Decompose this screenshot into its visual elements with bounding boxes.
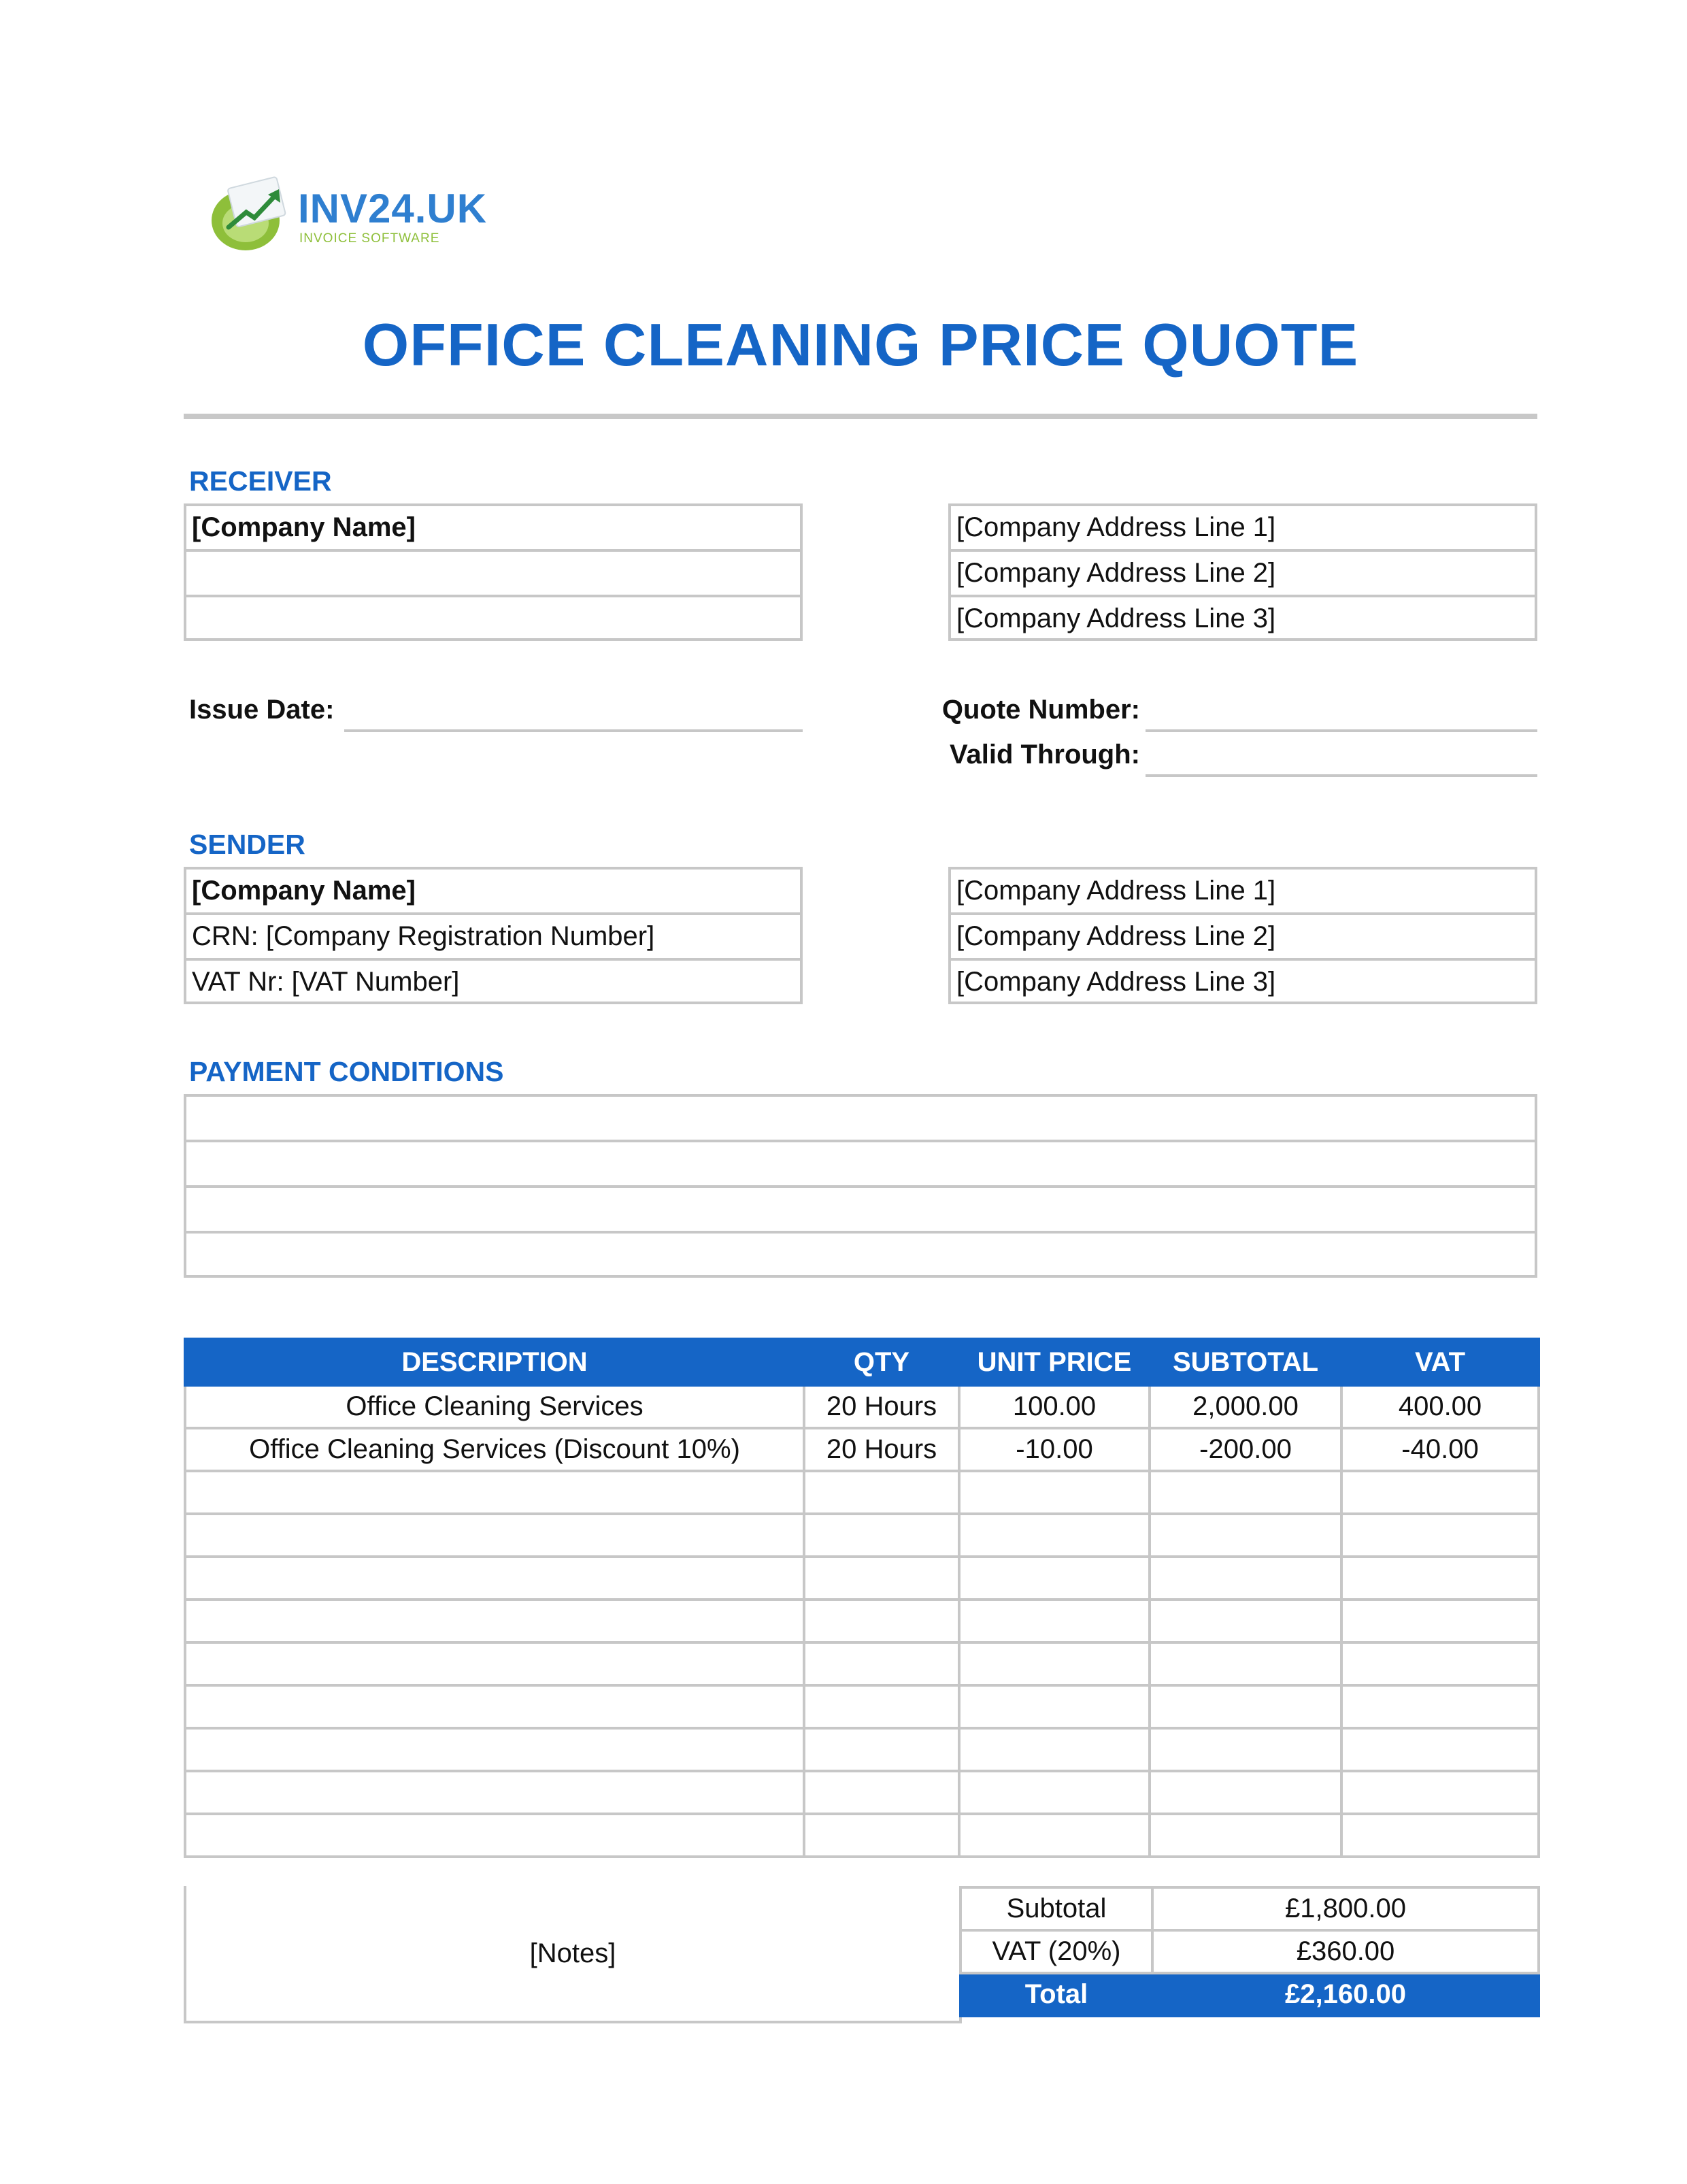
item-subtotal-cell[interactable] [1150,1557,1341,1600]
column-header-subtotal: SUBTOTAL [1150,1339,1341,1385]
item-subtotal-cell[interactable] [1150,1642,1341,1685]
table-row [185,1685,1539,1728]
item-subtotal-cell[interactable]: 2,000.00 [1150,1385,1341,1428]
receiver-address-line-2[interactable]: [Company Address Line 2] [951,549,1535,597]
valid-through-label: Valid Through: [950,740,1140,770]
item-description-cell[interactable] [185,1771,804,1814]
item-vat-cell[interactable] [1341,1642,1539,1685]
column-header-unit-price: UNIT PRICE [959,1339,1150,1385]
company-logo [208,174,488,256]
issue-date-underline [344,729,803,732]
notes-box[interactable]: [Notes] [184,1886,962,2023]
receiver-company-box [184,503,803,641]
item-vat-cell[interactable] [1341,1514,1539,1557]
subtotal-row [961,1887,1539,1930]
item-qty-cell[interactable] [804,1557,959,1600]
item-qty-cell[interactable]: 20 Hours [804,1385,959,1428]
receiver-address-line-3[interactable]: [Company Address Line 3] [951,595,1535,643]
item-vat-cell[interactable] [1341,1600,1539,1642]
item-subtotal-cell[interactable] [1150,1685,1341,1728]
payment-condition-line[interactable] [186,1231,1535,1279]
sender-vat-number[interactable]: VAT Nr: [VAT Number] [186,958,800,1006]
item-description-cell[interactable]: Office Cleaning Services [185,1385,804,1428]
item-description-cell[interactable] [185,1471,804,1514]
item-unit-price-cell[interactable] [959,1514,1150,1557]
quote-number-label: Quote Number: [941,695,1140,725]
logo-tagline: INVOICE SOFTWARE [299,231,440,246]
item-unit-price-cell[interactable] [959,1557,1150,1600]
column-header-qty: QTY [804,1339,959,1385]
item-description-cell[interactable] [185,1514,804,1557]
item-subtotal-cell[interactable] [1150,1771,1341,1814]
item-vat-cell[interactable] [1341,1814,1539,1857]
quote-number-field[interactable] [1146,690,1537,728]
item-subtotal-cell[interactable] [1150,1514,1341,1557]
item-qty-cell[interactable] [804,1471,959,1514]
table-row [185,1557,1539,1600]
totals-table [959,1886,1537,2017]
item-unit-price-cell[interactable] [959,1728,1150,1771]
table-row [185,1728,1539,1771]
receiver-left-line-3[interactable] [186,595,800,643]
item-qty-cell[interactable]: 20 Hours [804,1428,959,1471]
item-vat-cell[interactable] [1341,1557,1539,1600]
title-divider [184,414,1537,419]
issue-date-label: Issue Date: [189,695,335,725]
item-qty-cell[interactable] [804,1600,959,1642]
sender-address-line-3[interactable]: [Company Address Line 3] [951,958,1535,1006]
item-qty-cell[interactable] [804,1728,959,1771]
items-header-row [185,1339,1539,1385]
table-row [185,1642,1539,1685]
item-vat-cell[interactable] [1341,1685,1539,1728]
table-row [185,1428,1539,1471]
sender-crn[interactable]: CRN: [Company Registration Number] [186,912,800,961]
subtotal-label: Subtotal [961,1887,1152,1930]
item-vat-cell[interactable] [1341,1471,1539,1514]
column-header-description: DESCRIPTION [185,1339,804,1385]
item-description-cell[interactable] [185,1814,804,1857]
table-row [185,1514,1539,1557]
item-qty-cell[interactable] [804,1771,959,1814]
item-description-cell[interactable] [185,1600,804,1642]
item-unit-price-cell[interactable] [959,1600,1150,1642]
item-qty-cell[interactable] [804,1514,959,1557]
item-subtotal-cell[interactable]: -200.00 [1150,1428,1341,1471]
receiver-heading: RECEIVER [189,465,332,497]
table-row [185,1814,1539,1857]
item-unit-price-cell[interactable] [959,1642,1150,1685]
vat-row [961,1930,1539,1973]
sender-address-line-1[interactable]: [Company Address Line 1] [956,876,1276,906]
sender-company-name[interactable]: [Company Name] [192,876,416,906]
item-vat-cell[interactable]: -40.00 [1341,1428,1539,1471]
item-subtotal-cell[interactable] [1150,1471,1341,1514]
logo-mark-icon [208,174,297,256]
sender-address-box [948,867,1537,1004]
receiver-left-line-2[interactable] [186,549,800,597]
item-unit-price-cell[interactable] [959,1814,1150,1857]
table-row [185,1771,1539,1814]
item-subtotal-cell[interactable] [1150,1600,1341,1642]
item-description-cell[interactable]: Office Cleaning Services (Discount 10%) [185,1428,804,1471]
item-vat-cell[interactable] [1341,1728,1539,1771]
item-description-cell[interactable] [185,1685,804,1728]
receiver-address-line-1[interactable]: [Company Address Line 1] [956,512,1276,542]
valid-through-field[interactable] [1146,735,1537,773]
table-row [185,1471,1539,1514]
table-row [185,1600,1539,1642]
payment-condition-line[interactable] [186,1140,1535,1188]
vat-value: £360.00 [1152,1930,1539,1973]
sender-address-line-2[interactable]: [Company Address Line 2] [951,912,1535,961]
payment-condition-line[interactable] [186,1185,1535,1234]
issue-date-field[interactable] [344,690,803,728]
item-vat-cell[interactable] [1341,1771,1539,1814]
sender-company-box [184,867,803,1004]
item-vat-cell[interactable]: 400.00 [1341,1385,1539,1428]
item-subtotal-cell[interactable] [1150,1814,1341,1857]
total-value: £2,160.00 [1152,1973,1539,2016]
item-unit-price-cell[interactable] [959,1471,1150,1514]
receiver-address-box [948,503,1537,641]
item-subtotal-cell[interactable] [1150,1728,1341,1771]
total-row [961,1973,1539,2016]
item-qty-cell[interactable] [804,1642,959,1685]
total-label: Total [961,1973,1152,2016]
payment-conditions-heading: PAYMENT CONDITIONS [189,1056,504,1087]
item-unit-price-cell[interactable] [959,1685,1150,1728]
column-header-vat: VAT [1341,1339,1539,1385]
vat-label: VAT (20%) [961,1930,1152,1973]
valid-through-underline [1146,774,1537,777]
item-description-cell[interactable] [185,1642,804,1685]
sender-heading: SENDER [189,829,305,860]
page-title: OFFICE CLEANING PRICE QUOTE [362,311,1359,378]
item-description-cell[interactable] [185,1557,804,1600]
item-unit-price-cell[interactable]: 100.00 [959,1385,1150,1428]
logo-brand-text: INV24.UK [298,186,488,231]
subtotal-value: £1,800.00 [1152,1887,1539,1930]
item-unit-price-cell[interactable]: -10.00 [959,1428,1150,1471]
item-qty-cell[interactable] [804,1814,959,1857]
receiver-company-name[interactable]: [Company Name] [192,512,416,542]
item-qty-cell[interactable] [804,1685,959,1728]
payment-condition-line[interactable] [186,1097,1535,1142]
payment-conditions-box [184,1094,1537,1278]
table-row [185,1385,1539,1428]
item-description-cell[interactable] [185,1728,804,1771]
quote-number-underline [1146,729,1537,732]
item-unit-price-cell[interactable] [959,1771,1150,1814]
items-table [184,1338,1537,1858]
